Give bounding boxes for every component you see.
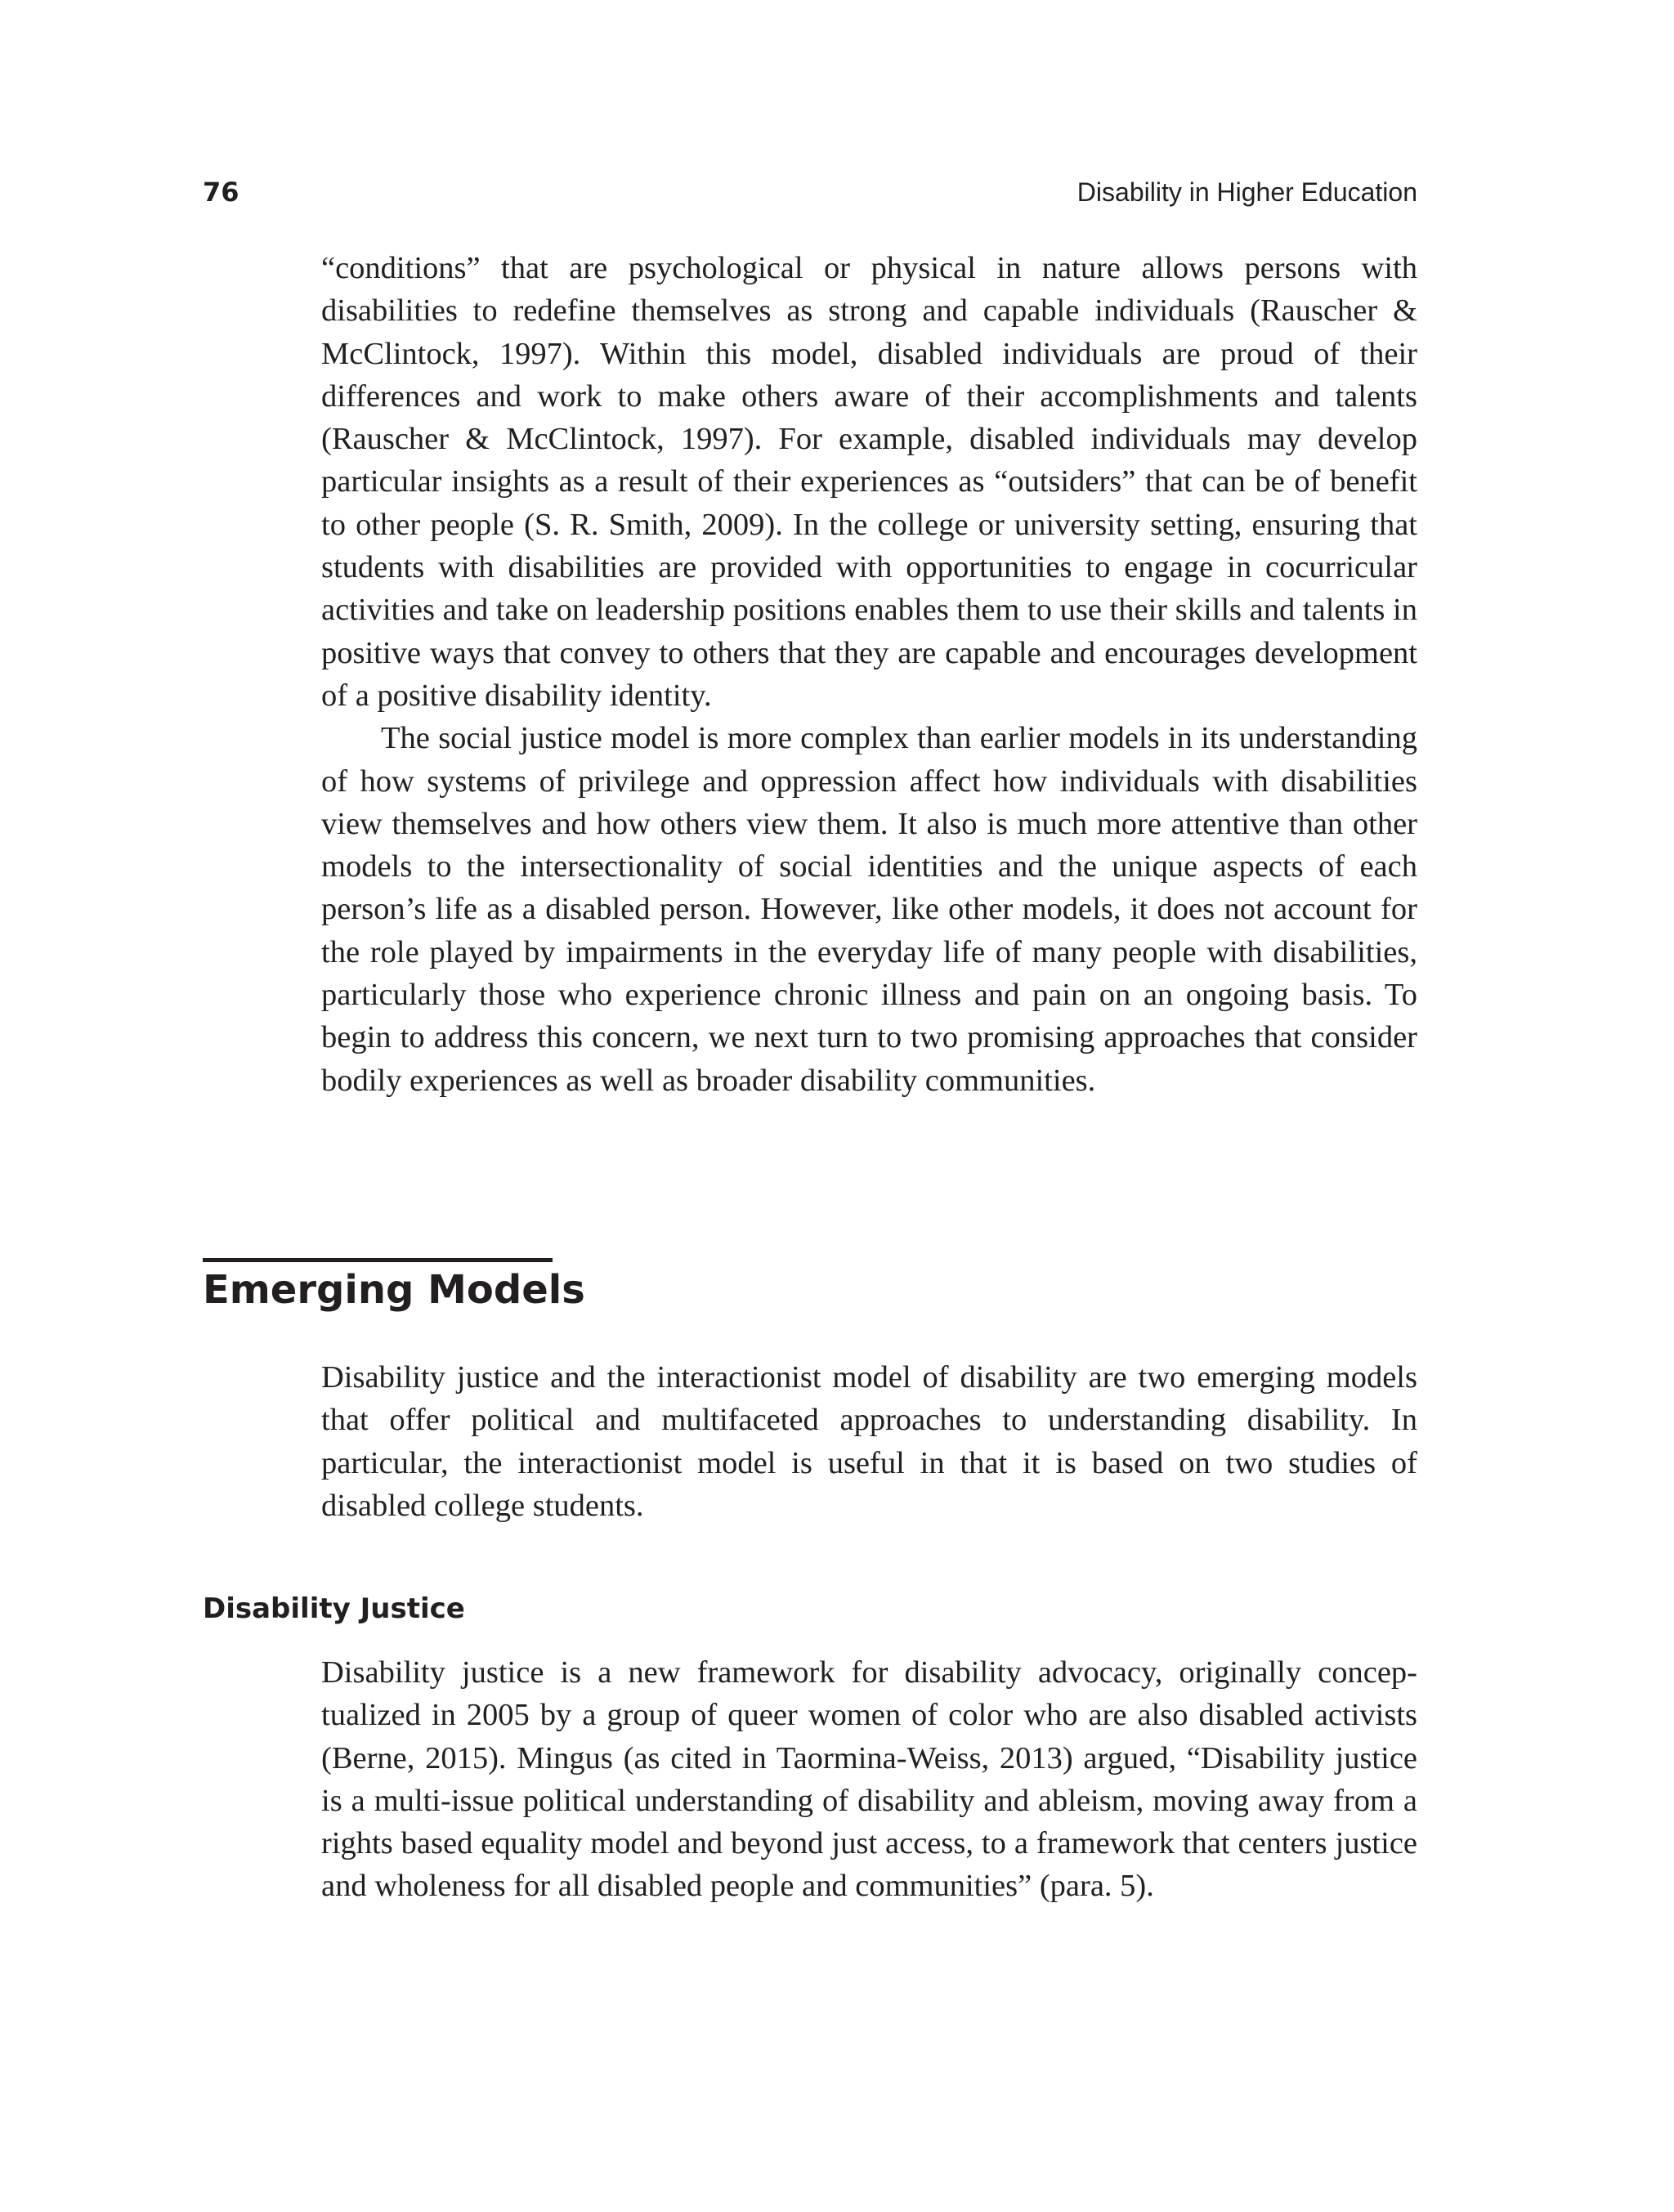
page-header [203, 172, 1417, 213]
section-rule [203, 1258, 553, 1262]
body-text-block [321, 247, 1417, 1102]
paragraph: “conditions” that are psychological or physical in nature allows persons with disabilities to redefine themselves as strong and capable individuals (Rauscher & McClintock, 1997). Within this model, disabled individuals are proud of their differences and work to make others aware of their accomplishments and talents (Rauscher & McClintock, 1997). For example, disabled individuals may develop particular insights as a result of their experiences as “outsiders” that can be of benefit to other people (S. R. Smith, 2009). In the college or university setting, ensuring that students with disabilities are provided with opportunities to engage in cocurricular activities and take on leadership positions enables them to use their skills and talents in positive ways that convey to others that they are capable and encourages development of a positive disability identity. [321, 251, 1417, 713]
paragraph: The social justice model is more complex than earlier models in its understanding of how systems of privilege and oppression affect how individuals with disabilities view themselves and how others view them. It also is much more attentive than other models to the intersectionality of social identities and the unique aspects of each person’s life as a disabled person. However, like other models, it does not account for the role played by impairments in the everyday life of many people with disabilities, particularly those who experience chronic illness and pain on an ongoing basis. To begin to address this concern, we next turn to two promising approaches that consider bodily experiences as well as broader disability communities. [321, 721, 1417, 1098]
subsection-heading: Disability Justice [203, 1592, 465, 1625]
paragraph: Disability justice and the interactionist model of disability are two emerging models that offer political and multifaceted approaches to understanding disability. In particular, the interactionist model is useful in that it is based on two studies of disabled college students. [321, 1360, 1417, 1523]
paragraph: Disability justice is a new framework for disability advocacy, originally conceptualized in 2005 by a group of queer women of color who are also disabled activists (Berne, 2015). Mingus (as cited in Taormina-Weiss, 2013) argued, “Disability justice is a multi-issue political understanding of disability and ableism, moving away from a rights based equality model and beyond just access, to a framework that centers justice and wholeness for all disabled people and communities” (para. 5). [321, 1655, 1417, 1904]
subsection-text-block [321, 1651, 1417, 1908]
section-heading: Emerging Models [203, 1267, 585, 1313]
running-head: Disability in Higher Education [1076, 177, 1417, 207]
page-number: 76 [203, 177, 239, 208]
section-intro-block [321, 1356, 1417, 1527]
